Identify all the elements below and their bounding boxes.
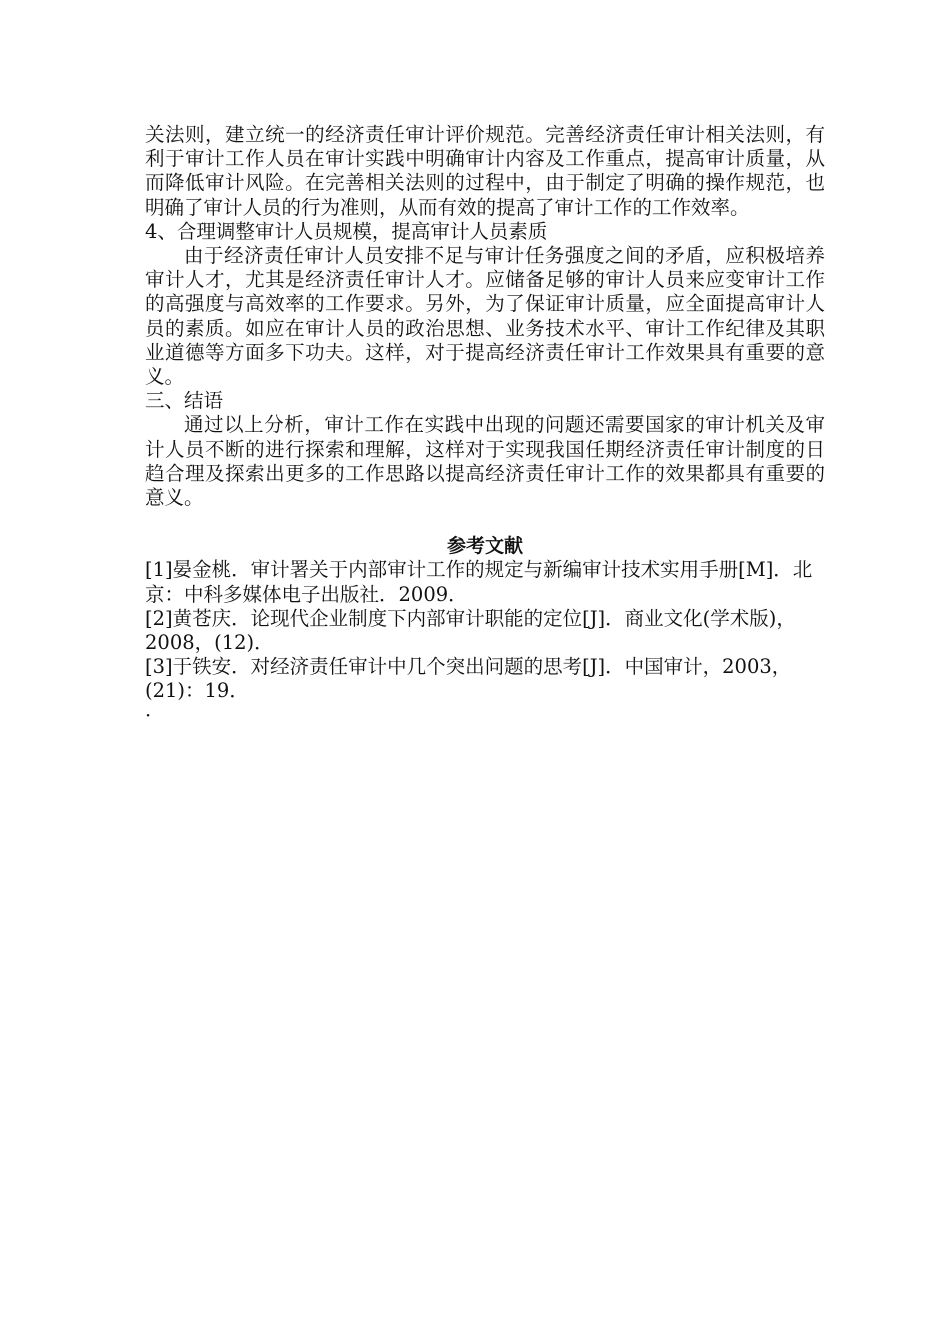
references-title: 参考文献 [446,535,523,558]
body-paragraph-3: 通过以上分析，审计工作在实践中出现的问题还需要国家的审计机关及审计人员不断的进行探索和理解，这样对于实现我国任期经济责任审计制度的日趋合理及探索出更多的工作思路以提高经济责任审计工作的效果都具有重要的意义。 [145,413,825,510]
section-spacer [145,510,825,534]
section-heading-conclusion: 三、结语 [145,389,224,413]
document-page [145,123,825,728]
body-paragraph-2: 由于经济责任审计人员安排不足与审计任务强度之间的矛盾，应积极培养审计人才，尤其是经济责任审计人才。应储备足够的审计人员来应变审计工作的高强度与高效率的工作要求。另外，为了保证审计质量，应全面提高审计人员的素质。如应在审计人员的政治思想、业务技术水平、审计工作纪律及其职业道德等方面多下功夫。这样，对于提高经济责任审计工作效果具有重要的意义。 [145,244,825,389]
end-mark: · [145,703,152,727]
reference-item-2: [2]黄苍庆．论现代企业制度下内部审计职能的定位[J]．商业文化(学术版)，2008，(12)． [145,606,796,655]
section-heading-4: 4、合理调整审计人员规模，提高审计人员素质 [145,219,548,243]
reference-item-1: [1]晏金桃．审计署关于内部审计工作的规定与新编审计技术实用手册[M]．北京：中科多媒体电子出版社．2009． [145,558,813,606]
body-paragraph-1: 关法则，建立统一的经济责任审计评价规范。完善经济责任审计相关法则，有利于审计工作人员在审计实践中明确审计内容及工作重点，提高审计质量，从而降低审计风险。在完善相关法则的过程中，由于制定了明确的操作规范，也明确了审计人员的行为准则，从而有效的提高了审计工作的工作效率。 [145,123,825,219]
reference-item-3: [3]于铁安．对经济责任审计中几个突出问题的思考[J]．中国审计，2003，(21)：19． [145,655,792,703]
